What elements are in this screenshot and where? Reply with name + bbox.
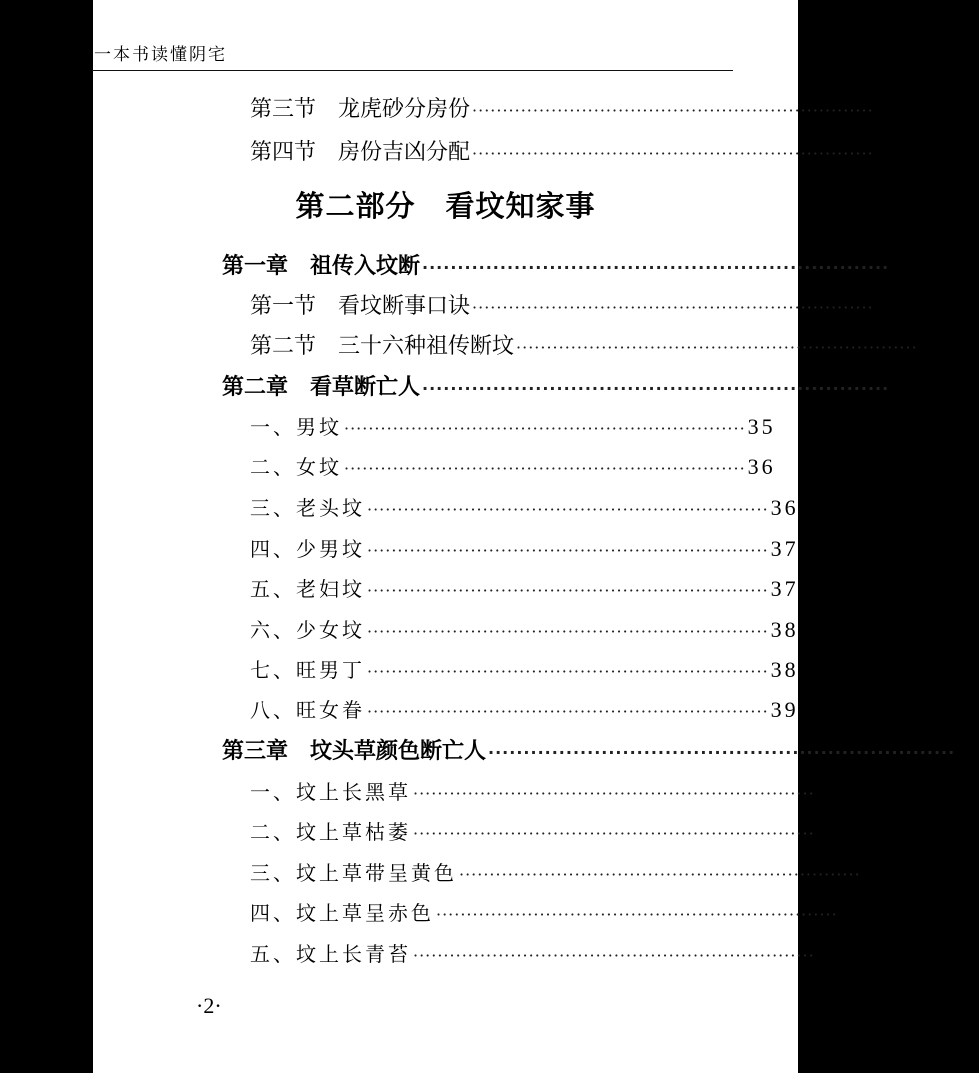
running-header: 一本书读懂阴宅 [94, 45, 227, 65]
toc-entry-title: 五、老妇坟 [250, 577, 365, 601]
toc-dot-leader: ·································································· [413, 784, 815, 803]
toc-entry-title: 八、旺女眷 [250, 698, 365, 722]
toc-entry-item[interactable] [250, 411, 776, 441]
toc-page-number: 37 [770, 576, 799, 601]
toc-entry-item[interactable] [250, 492, 799, 522]
toc-dot-leader: ·································································· [367, 500, 769, 519]
toc-page-number: 38 [770, 617, 799, 642]
toc-dot-leader: ·································································· [413, 824, 815, 843]
toc-dot-leader: ·································································· [367, 581, 769, 600]
toc-entry-title: 七、旺男丁 [250, 658, 365, 682]
toc-entry-item[interactable] [250, 857, 891, 887]
toc-dot-leader: ·································································· [472, 298, 874, 317]
toc-entry-chapter[interactable] [222, 249, 914, 279]
toc-dot-leader: ·································································· [344, 419, 746, 438]
toc-page-number: 39 [770, 697, 799, 722]
toc-dot-leader: ·································································· [436, 905, 838, 924]
toc-entry-item[interactable] [250, 654, 799, 684]
toc-entry-title: 二、坟上草枯萎 [250, 820, 411, 844]
part-title: 第二部分 看坟知家事 [295, 189, 596, 223]
toc-page-number: 26 [875, 96, 898, 121]
toc-dot-leader: ·································································· [516, 338, 918, 357]
toc-dot-leader: ·································································· [459, 865, 861, 884]
toc-dot-leader: ·································································· [367, 622, 769, 641]
toc-dot-leader: ·································································· [413, 946, 815, 965]
toc-page-number: 27 [875, 139, 898, 164]
toc-entry-chapter[interactable] [222, 370, 914, 400]
toc-entry-title: 二、女坟 [250, 455, 342, 479]
toc-entry-title: 五、坟上长青苔 [250, 942, 411, 966]
toc-page-number: 28 [891, 253, 914, 278]
toc-entry-title: 三、坟上草带呈黄色 [250, 861, 457, 885]
toc-entry-item[interactable] [250, 776, 845, 806]
toc-entry-item[interactable] [250, 614, 799, 644]
toc-entry-item[interactable] [250, 938, 845, 968]
toc-page-number: 42 [816, 941, 845, 966]
toc-dot-leader: ·································································· [367, 702, 769, 721]
toc-page-number: 38 [770, 657, 799, 682]
toc-page-number: 36 [770, 495, 799, 520]
toc-entry-title: 一、男坟 [250, 415, 342, 439]
toc-entry-item[interactable] [250, 573, 799, 603]
toc-entry-item[interactable] [250, 897, 868, 927]
toc-entry-title: 第四节 房份吉凶分配 [250, 140, 471, 165]
toc-page-number: 40 [957, 738, 979, 763]
toc-entry-title: 四、少男坟 [250, 537, 365, 561]
toc-entry-section[interactable] [250, 92, 898, 122]
toc-entry-item[interactable] [250, 816, 845, 846]
toc-page-number: 37 [770, 536, 799, 561]
toc-page-number: 41 [839, 900, 868, 925]
toc-dot-leader: ·································································· [367, 541, 769, 560]
toc-entry-title: 第一章 祖传入坟断 [222, 254, 421, 279]
toc-entry-section[interactable] [250, 289, 898, 319]
toc-entry-title: 三、老头坟 [250, 496, 365, 520]
toc-entry-title: 六、少女坟 [250, 618, 365, 642]
toc-page-number: 35 [747, 414, 776, 439]
toc-dot-leader: ·································································· [367, 662, 769, 681]
toc-dot-leader: ·································································· [472, 101, 874, 120]
toc-entry-chapter[interactable] [222, 734, 979, 764]
toc-entry-title: 第二章 看草断亡人 [222, 375, 421, 400]
toc-entry-title: 第三章 坟头草颜色断亡人 [222, 739, 487, 764]
toc-page-number: 36 [747, 454, 776, 479]
toc-page-number: 41 [862, 860, 891, 885]
toc-dot-leader: ·································································· [344, 459, 746, 478]
toc-entry-section[interactable] [250, 135, 898, 165]
toc-entry-item[interactable] [250, 533, 799, 563]
toc-dot-leader: ·································································· [488, 743, 956, 762]
toc-entry-item[interactable] [250, 451, 776, 481]
toc-page-number: 35 [891, 374, 914, 399]
toc-page-number: 40 [816, 819, 845, 844]
toc-entry-title: 第三节 龙虎砂分房份 [250, 97, 471, 122]
toc-entry-section[interactable] [250, 329, 942, 359]
toc-page-number: 40 [816, 779, 845, 804]
toc-page-number: 30 [919, 333, 942, 358]
toc-entry-title: 四、坟上草呈赤色 [250, 901, 434, 925]
toc-dot-leader: ·································································· [422, 258, 890, 277]
toc-dot-leader: ·································································· [472, 144, 874, 163]
page-number: ·2· [196, 993, 222, 1018]
toc-dot-leader: ·································································· [422, 379, 890, 398]
toc-entry-title: 第一节 看坟断事口诀 [250, 294, 471, 319]
toc-entry-item[interactable] [250, 694, 799, 724]
toc-entry-title: 一、坟上长黑草 [250, 780, 411, 804]
toc-entry-title: 第二节 三十六种祖传断坟 [250, 334, 515, 359]
toc-page-number: 28 [875, 293, 898, 318]
